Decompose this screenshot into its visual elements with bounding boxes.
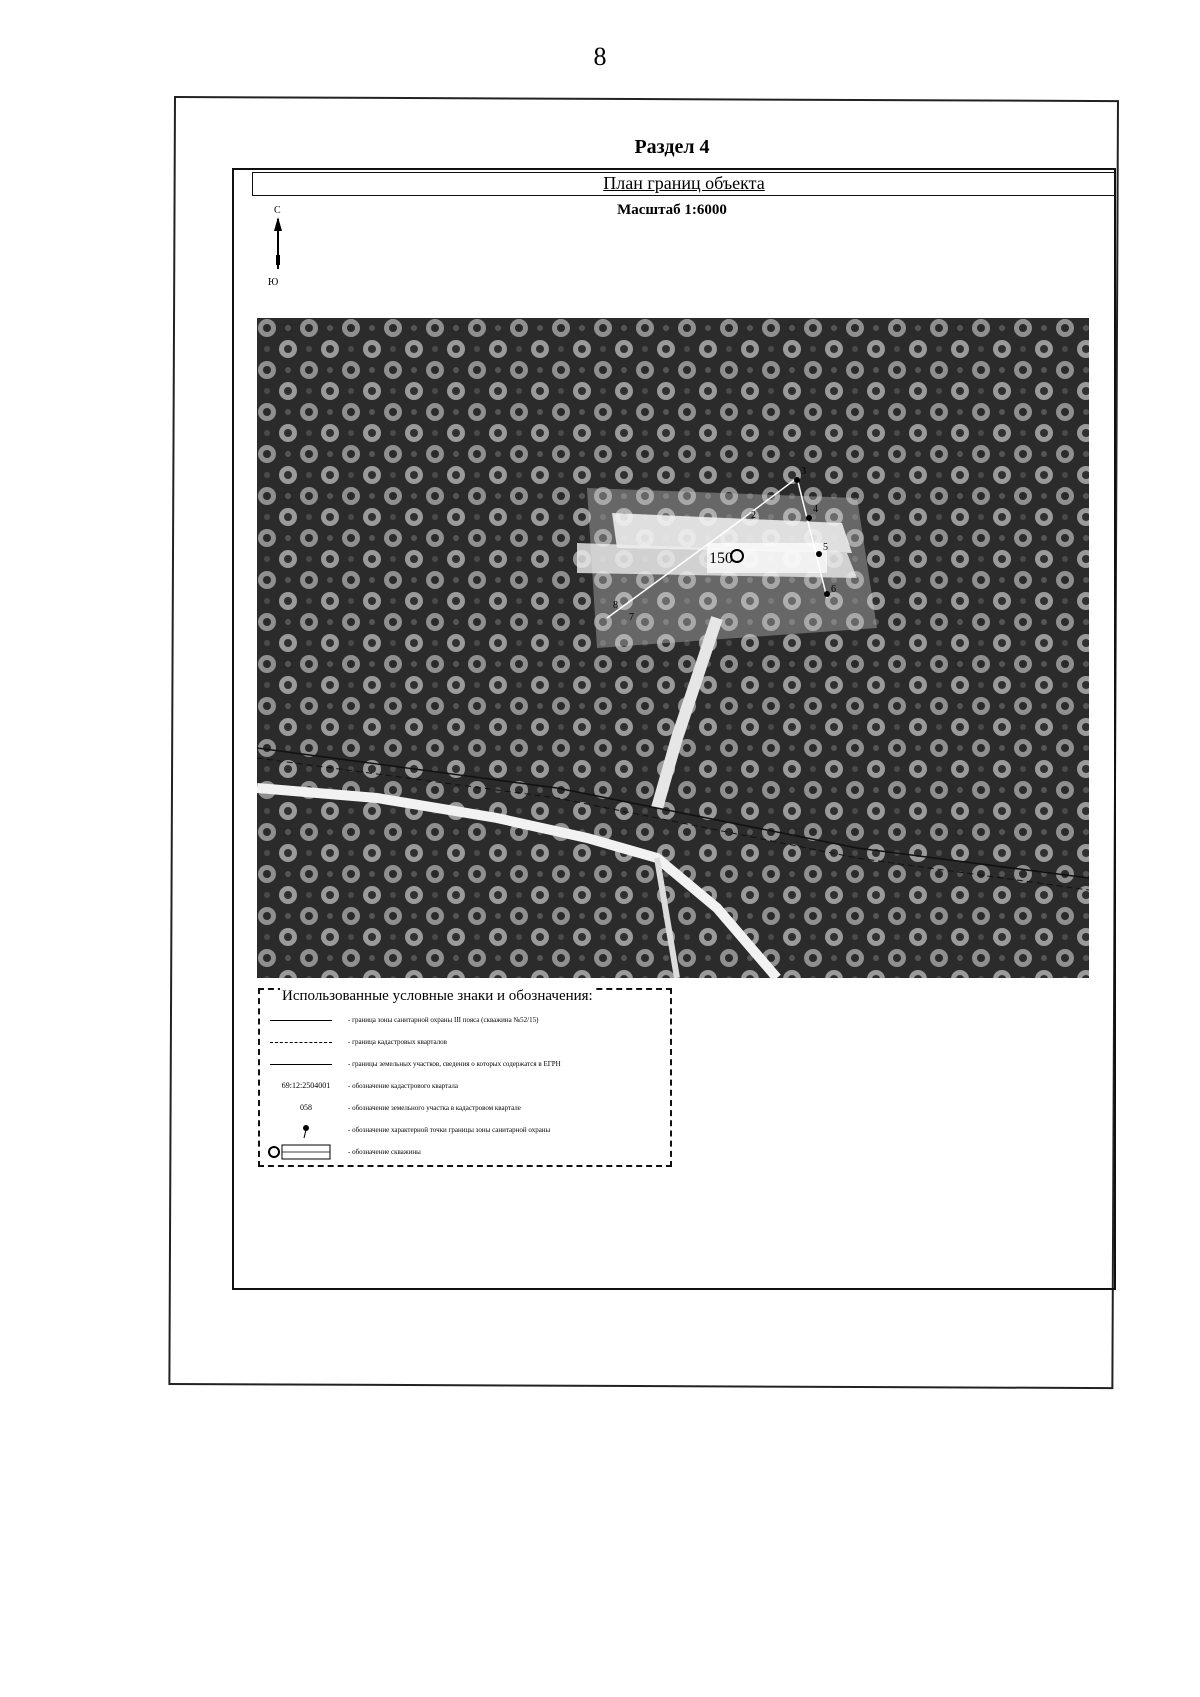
page-number: 8 bbox=[593, 42, 607, 71]
legend-text: - обозначение земельного участка в кадастровом квартале bbox=[348, 1104, 521, 1112]
legend-symbol-text: 69:12:2504001 bbox=[281, 1081, 331, 1090]
clearing-area bbox=[577, 488, 877, 648]
legend-symbol bbox=[266, 1054, 346, 1074]
map-canvas bbox=[257, 318, 1089, 978]
map-label-point-2: 2 bbox=[751, 510, 756, 521]
north-label: С bbox=[274, 205, 281, 216]
map-label-point-5: 5 bbox=[823, 542, 828, 553]
legend-text: - обозначение характерной точки границы зоны санитарной охраны bbox=[348, 1126, 551, 1134]
legend-symbol bbox=[266, 1142, 346, 1162]
map-label-point-6: 6 bbox=[831, 584, 836, 595]
north-arrow bbox=[268, 205, 298, 295]
map-label-point-4: 4 bbox=[813, 504, 818, 515]
legend-item-sanitary-zone bbox=[266, 1010, 664, 1030]
section-title: Раздел 4 bbox=[634, 136, 710, 158]
satellite-map[interactable] bbox=[257, 318, 1089, 978]
legend-item-land-plot-id bbox=[266, 1098, 664, 1118]
legend-item-cadastral-quarter-id bbox=[266, 1076, 664, 1096]
legend-item-well bbox=[266, 1142, 664, 1162]
legend-item-cadastral-quarters bbox=[266, 1032, 664, 1052]
legend-symbol bbox=[266, 1120, 346, 1140]
map-scale: Масштаб 1:6000 bbox=[617, 202, 727, 218]
legend bbox=[258, 988, 672, 1167]
legend-text: - границы земельных участков, сведения о которых содержатся в ЕГРН bbox=[348, 1060, 561, 1068]
legend-symbol-text: 058 bbox=[300, 1103, 312, 1112]
legend-title: Использованные условные знаки и обозначения: bbox=[282, 988, 593, 1004]
map-label-point-7: 7 bbox=[629, 612, 634, 623]
plan-title: План границ объекта bbox=[603, 173, 765, 193]
boundary-point-icon bbox=[266, 1120, 346, 1140]
map-label-point-3: 3 bbox=[801, 466, 806, 477]
plan-title-box bbox=[252, 172, 1116, 196]
legend-text: - обозначение кадастрового квартала bbox=[348, 1082, 459, 1090]
legend-symbol bbox=[266, 1010, 346, 1030]
map-label-point-8: 8 bbox=[613, 600, 618, 611]
legend-item-boundary-point bbox=[266, 1120, 664, 1140]
legend-item-land-plots bbox=[266, 1054, 664, 1074]
legend-text: - граница кадастровых кварталов bbox=[348, 1038, 447, 1046]
legend-text: - обозначение скважины bbox=[348, 1148, 421, 1156]
legend-symbol bbox=[266, 1032, 346, 1052]
legend-text: - граница зоны санитарной охраны III пояса (скважина №52/15) bbox=[348, 1016, 539, 1024]
map-label-well-number: 150 bbox=[709, 550, 733, 567]
south-label: Ю bbox=[268, 277, 279, 288]
well-icon bbox=[266, 1142, 346, 1162]
